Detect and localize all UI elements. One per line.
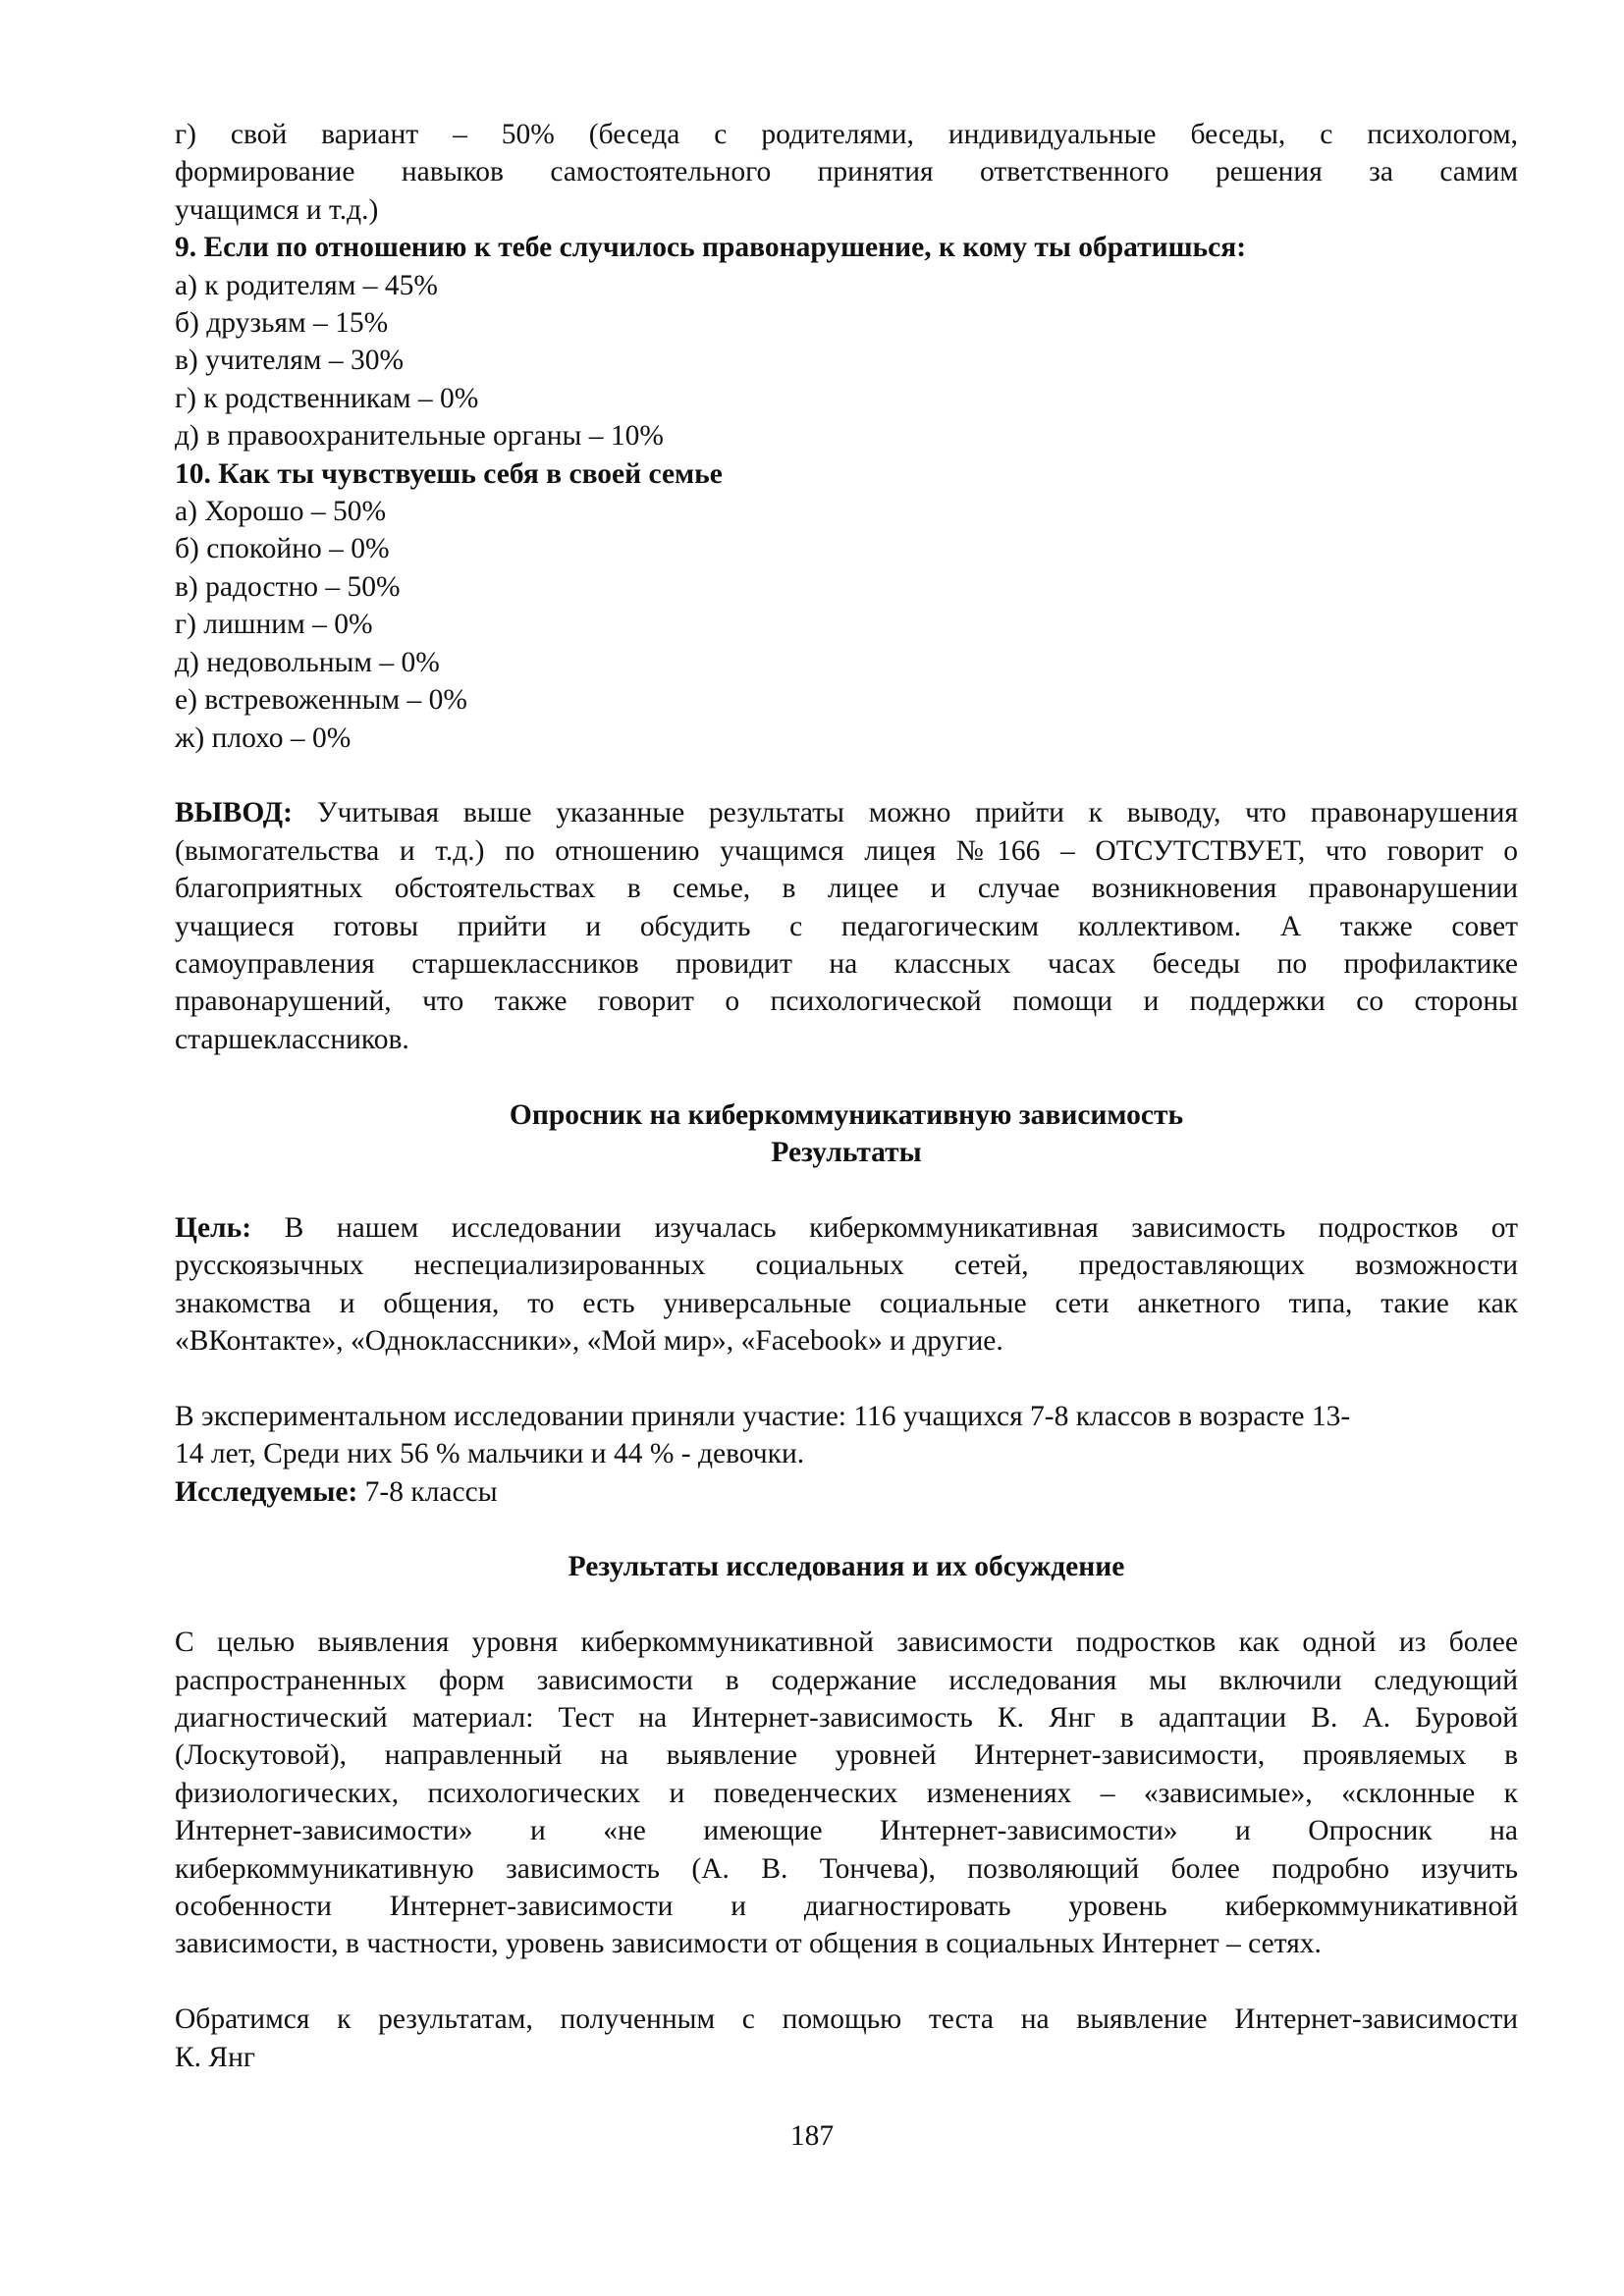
text-line: 14 лет, Среди них 56 % мальчики и 44 % - девочки. xyxy=(175,1438,805,1470)
spacer xyxy=(175,1963,1518,2001)
text-line: диагностический материал: Тест на Интернет-зависимость К. Янг в адаптации В. А. Буровой xyxy=(175,1701,1518,1734)
answer-item: а) Хорошо – 50% xyxy=(175,496,387,528)
question-10 xyxy=(175,455,1518,757)
answer-item: б) спокойно – 0% xyxy=(175,533,390,565)
text-line: зависимости, в частности, уровень зависимости от общения в социальных Интернет – сетях. xyxy=(175,1928,1322,1960)
answer-item: е) встревоженным – 0% xyxy=(175,684,467,717)
text-line: киберкоммуникативную зависимость (А. В. Тончева), позволяющий более подробно изучить xyxy=(175,1852,1518,1885)
text-line: учащиеся готовы прийти и обсудить с педагогическим коллективом. А также совет xyxy=(175,910,1518,942)
question-title: 9. Если по отношению к тебе случилось правонарушение, к кому ты обратишься: xyxy=(175,232,1247,264)
answer-item: а) к родителям – 45% xyxy=(175,269,438,301)
subjects-line xyxy=(175,1473,1518,1511)
conclusion-paragraph xyxy=(175,794,1518,1058)
text-line: самоуправления старшеклассников провидит на классных часах беседы по профилактике xyxy=(175,947,1518,980)
text-line: К. Янг xyxy=(175,2041,255,2073)
answer-item: д) недовольным – 0% xyxy=(175,646,440,678)
spacer xyxy=(175,1511,1518,1548)
spacer xyxy=(175,1058,1518,1095)
text-line: учащимся и т.д.) xyxy=(175,193,379,226)
text-line: знакомства и общения, то есть универсальные социальные сети анкетного типа, такие как xyxy=(175,1287,1518,1319)
section-title: Опросник на киберкоммуникативную зависимость xyxy=(509,1098,1184,1131)
intro-paragraph xyxy=(175,116,1518,229)
question-9 xyxy=(175,229,1518,454)
text-line: распространенных форм зависимости в содержание исследования мы включили следующий xyxy=(175,1664,1518,1696)
text-line: Цель: В нашем исследовании изучалась киберкоммуникативная зависимость подростков от xyxy=(175,1211,1518,1244)
spacer xyxy=(175,1171,1518,1208)
text-line: правонарушений, что также говорит о психологической помощи и поддержки со стороны xyxy=(175,986,1518,1018)
text-line: г) свой вариант – 50% (беседа с родителями, индивидуальные беседы, с психологом, xyxy=(175,119,1518,150)
spacer xyxy=(175,1360,1518,1397)
conclusion-label: ВЫВОД: xyxy=(175,797,293,829)
answer-item: б) друзьям – 15% xyxy=(175,307,389,340)
text-line: В экспериментальном исследовании приняли участие: 116 учащихся 7-8 классов в возрасте 13- xyxy=(175,1400,1351,1432)
text-line: Интернет-зависимости» и «не имеющие Интернет-зависимости» и Опросник на xyxy=(175,1815,1518,1847)
text-line: Обратимся к результатам, полученным с помощью теста на выявление Интернет-зависимости xyxy=(175,2003,1518,2036)
text-line: (вымогательства и т.д.) по отношению учащимся лицея №166 – ОТСУТСТВУЕТ, что говорит о xyxy=(175,834,1518,867)
text-line: формирование навыков самостоятельного принятия ответственного решения за самим xyxy=(175,156,1518,188)
text-line: благоприятных обстоятельствах в семье, в лицее и случае возникновения правонарушении xyxy=(175,873,1518,905)
goal-paragraph xyxy=(175,1209,1518,1361)
text-line: русскоязычных неспециализированных социальных сетей, предоставляющих возможности xyxy=(175,1250,1518,1282)
answer-item: д) в правоохранительные органы – 10% xyxy=(175,420,664,453)
answer-item: в) учителям – 30% xyxy=(175,345,405,377)
subjects-value: 7-8 классы xyxy=(357,1475,498,1508)
text-line: (Лоскутовой), направленный на выявление уровней Интернет-зависимости, проявляемых в xyxy=(175,1739,1518,1772)
question-title: 10. Как ты чувствуешь себя в своей семье xyxy=(175,457,723,490)
page-number: 187 xyxy=(789,2120,835,2152)
document-page xyxy=(175,116,1518,2076)
answer-item: г) лишним – 0% xyxy=(175,609,373,641)
text-line: особенности Интернет-зависимости и диагностировать уровень киберкоммуникативной xyxy=(175,1891,1518,1922)
results-title: Результаты исследования и их обсуждение xyxy=(568,1551,1125,1583)
answer-item: в) радостно – 50% xyxy=(175,570,401,603)
text-line: ВЫВОД: Учитывая выше указанные результаты можно прийти к выводу, что правонарушения xyxy=(175,797,1518,829)
section-heading xyxy=(175,1096,1518,1172)
closing-paragraph xyxy=(175,2001,1518,2076)
section-subtitle: Результаты xyxy=(771,1136,922,1168)
answer-item: ж) плохо – 0% xyxy=(175,721,352,754)
participants-paragraph xyxy=(175,1398,1518,1511)
subjects-label: Исследуемые: xyxy=(175,1475,358,1508)
goal-label: Цель: xyxy=(175,1211,252,1244)
results-paragraph xyxy=(175,1624,1518,1963)
spacer xyxy=(175,1586,1518,1624)
text-line: С целью выявления уровня киберкоммуникативной зависимости подростков как одной из более xyxy=(175,1627,1518,1659)
text-line: старшеклассников. xyxy=(175,1023,409,1055)
answer-item: г) к родственникам – 0% xyxy=(175,382,479,414)
text-line: физиологических, психологических и поведенческих изменениях – «зависимые», «склонные к xyxy=(175,1777,1518,1809)
text-line: «ВКонтакте», «Одноклассники», «Мой мир», «Facebook» и другие. xyxy=(175,1324,1003,1357)
spacer xyxy=(175,757,1518,794)
